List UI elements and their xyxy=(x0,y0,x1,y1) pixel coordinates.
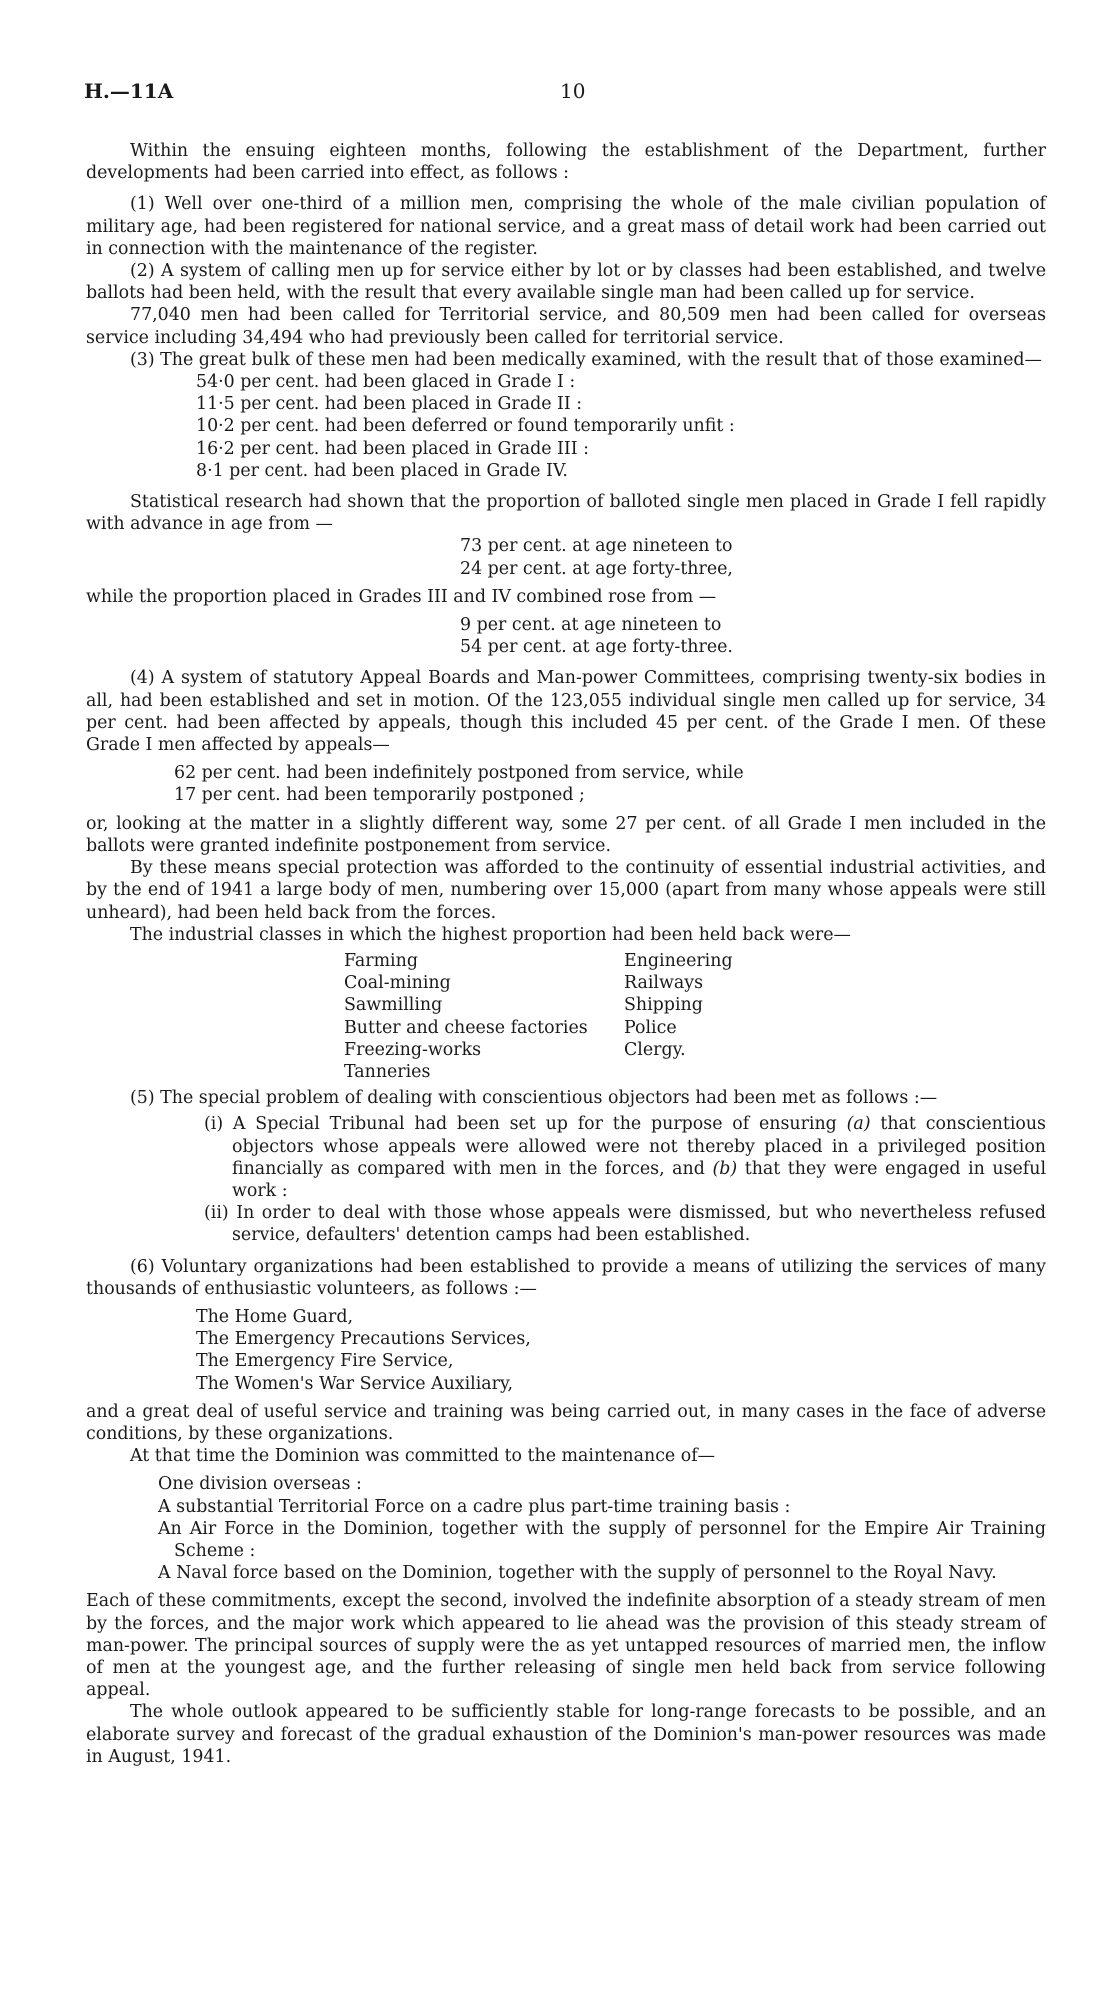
industry-item: Farming xyxy=(344,950,418,971)
grade-item: 8·1 per cent. had been placed in Grade IV. xyxy=(196,460,568,481)
industry-item: Clergy. xyxy=(624,1039,686,1060)
organization-item: The Women's War Service Auxiliary, xyxy=(196,1373,514,1394)
clause-a-marker: (a) xyxy=(846,1114,871,1135)
grade-item: 11·5 per cent. had been placed in Grade II : xyxy=(196,394,583,415)
paragraph-4d: The industrial classes in which the highest proportion had been held back were— xyxy=(130,924,851,945)
paragraph-8: Each of these commitments, except the second, involved the indefinite absorption of a steady stream of men by the forces, and the major work which appeared to lie ahead was the provision of this steady stream of man-power. The principal sources of supply were the as yet untapped resources of married men, the inflow of men at the youngest age, and the further releasing of single men held back from service following appeal. xyxy=(86,1591,1046,1701)
appeal-list xyxy=(86,762,1046,806)
organization-item: The Home Guard, xyxy=(196,1306,353,1327)
industry-columns xyxy=(86,950,1046,1083)
commitment-item: A Naval force based on the Dominion, together with the supply of personnel to the Royal Navy. xyxy=(158,1563,997,1584)
commitment-item: One division overseas : xyxy=(158,1474,362,1495)
paragraph-2: (2) A system of calling men up for service either by lot or by classes had been established, and twelve ballots had been held, with the result that every available single man had been called up for service. xyxy=(86,261,1046,304)
age-list-1 xyxy=(86,535,1046,579)
commitment-item: A substantial Territorial Force on a cadre plus part-time training basis : xyxy=(158,1496,791,1517)
paragraph-5: (5) The special problem of dealing with conscientious objectors had been met as follows :— xyxy=(130,1088,938,1109)
document-reference: H.—11A xyxy=(84,79,174,103)
age-item: 73 per cent. at age nineteen to xyxy=(460,536,733,557)
industry-item: Shipping xyxy=(624,995,703,1016)
paragraph-7: At that time the Dominion was committed to the maintenance of— xyxy=(130,1446,716,1467)
industry-item: Coal-mining xyxy=(344,973,451,994)
commitment-list xyxy=(86,1473,1046,1584)
grade-item: 16·2 per cent. had been placed in Grade III : xyxy=(196,438,590,459)
industry-item: Freezing-works xyxy=(344,1039,482,1060)
paragraph-4: (4) A system of statutory Appeal Boards and Man-power Committees, comprising twenty-six bodies in all, had been established and set in motion. Of the 123,055 individual single men called up for service, 34 per cent. had been affected by appeals, though this included 45 per cent. of the Grade I men. Of these Grade I men affected by appeals— xyxy=(86,668,1046,756)
industry-item: Butter and cheese factories xyxy=(344,1017,588,1038)
paragraph-5-i-start: (i) A Special Tribunal had been set up for the purpose of ensuring xyxy=(204,1114,837,1135)
paragraph-2b: 77,040 men had been called for Territorial service, and 80,509 men had been called for overseas service including 34,494 who had previously been called for territorial service. xyxy=(86,305,1046,348)
industry-item: Railways xyxy=(624,973,703,994)
appeal-item: 62 per cent. had been indefinitely postponed from service, while xyxy=(174,763,744,784)
grade-item: 54·0 per cent. had been glaced in Grade I : xyxy=(196,372,576,393)
age-item: 24 per cent. at age forty-three, xyxy=(460,558,733,579)
document-body xyxy=(86,140,1046,1768)
organization-item: The Emergency Fire Service, xyxy=(196,1351,454,1372)
paragraph-4b: or, looking at the matter in a slightly different way, some 27 per cent. of all Grade I men included in the ballots were granted indefinite postponement from service. xyxy=(86,813,1046,856)
page-number: 10 xyxy=(560,79,586,103)
paragraph-9: The whole outlook appeared to be sufficiently stable for long-range forecasts to be possible, and an elaborate survey and forecast of the gradual exhaustion of the Dominion's man-power resources was made in August, 1941. xyxy=(86,1702,1046,1767)
paragraph-6b: and a great deal of useful service and training was being carried out, in many cases in the face of adverse conditions, by these organizations. xyxy=(86,1401,1046,1444)
appeal-item: 17 per cent. had been temporarily postponed ; xyxy=(174,785,585,806)
paragraph-5-i-end: that they were engaged in useful work : xyxy=(232,1158,1047,1201)
age-list-2 xyxy=(86,614,1046,658)
industry-column-left xyxy=(344,950,624,1083)
paragraph-5-i-middle: that conscientious objectors whose appeals were allowed were not thereby placed in a privileged position financially as compared with men in the forces, and xyxy=(232,1114,1046,1179)
age-item: 9 per cent. at age nineteen to xyxy=(460,615,722,636)
while-line: while the proportion placed in Grades III and IV combined rose from — xyxy=(86,586,717,607)
organization-list xyxy=(86,1306,1046,1395)
clause-b-marker: (b) xyxy=(712,1158,738,1179)
paragraph-3: (3) The great bulk of these men had been medically examined, with the result that of those examined— xyxy=(130,349,1042,370)
industry-item: Tanneries xyxy=(344,1061,431,1082)
industry-item: Engineering xyxy=(624,950,733,971)
paragraph-5-i xyxy=(86,1113,1046,1202)
age-item: 54 per cent. at age forty-three. xyxy=(460,637,733,658)
grade-list xyxy=(86,371,1046,482)
paragraph-1: (1) Well over one-third of a million men, comprising the whole of the male civilian population of military age, had been registered for national service, and a great mass of detail work had been carried out in connection with the maintenance of the register. xyxy=(86,194,1046,259)
paragraph-5-ii: (ii) In order to deal with those whose appeals were dismissed, but who nevertheless refused service, defaulters' detention camps had been established. xyxy=(204,1203,1046,1246)
paragraph-4c: By these means special protection was afforded to the continuity of essential industrial activities, and by the end of 1941 a large body of men, numbering over 15,000 (apart from many whose appeals were still unheard), had been held back from the forces. xyxy=(86,858,1046,923)
commitment-item: An Air Force in the Dominion, together with the supply of personnel for the Empire Air Training Scheme : xyxy=(158,1518,1046,1561)
paragraph-6: (6) Voluntary organizations had been established to provide a means of utilizing the services of many thousands of enthusiastic volunteers, as follows :— xyxy=(86,1256,1046,1299)
intro-paragraph: Within the ensuing eighteen months, following the establishment of the Department, further developments had been carried into effect, as follows : xyxy=(86,141,1046,184)
industry-column-right xyxy=(624,950,904,1083)
grade-item: 10·2 per cent. had been deferred or found temporarily unfit : xyxy=(196,416,735,437)
industry-item: Police xyxy=(624,1017,677,1038)
industry-item: Sawmilling xyxy=(344,995,443,1016)
statistical-paragraph: Statistical research had shown that the proportion of balloted single men placed in Grade I fell rapidly with advance in age from — xyxy=(86,492,1046,535)
organization-item: The Emergency Precautions Services, xyxy=(196,1329,531,1350)
